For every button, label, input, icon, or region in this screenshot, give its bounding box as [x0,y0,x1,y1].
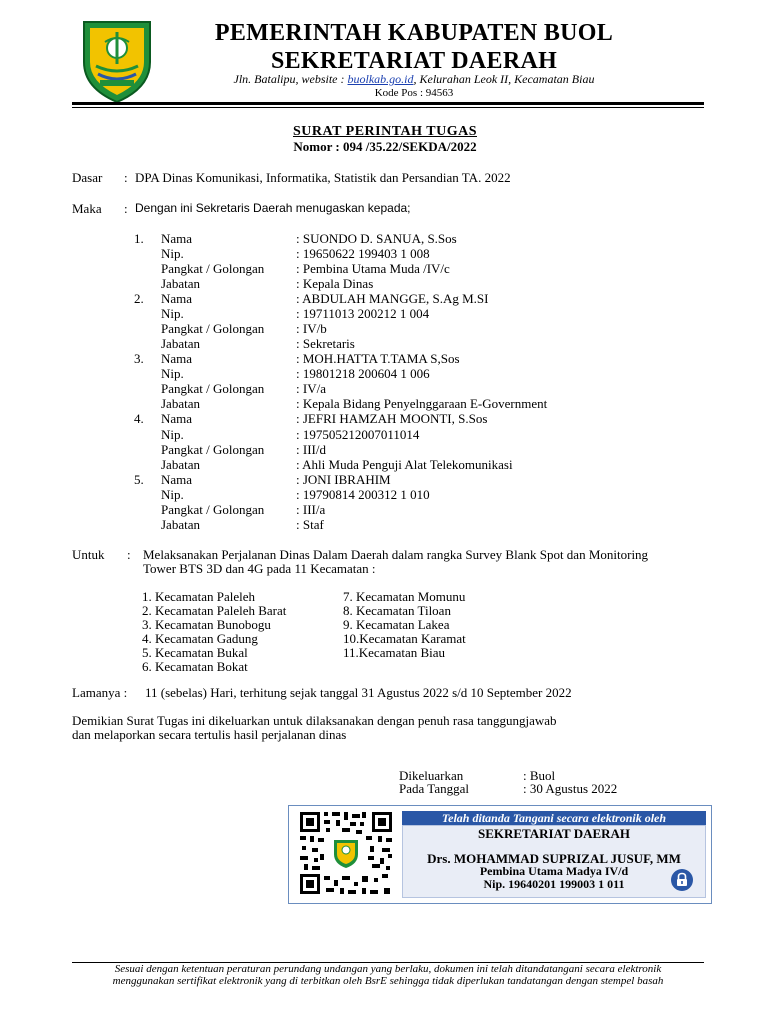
lamanya-text: 11 (sebelas) Hari, terhitung sejak tanggal 31 Agustus 2022 s/d 10 September 2022 [145,685,572,700]
field-label-nip: Nip. [161,306,184,321]
person-pangkat: : IV/a [296,381,326,396]
field-label-pangkat: Pangkat / Golongan [161,381,265,396]
signer-office: SEKRETARIAT DAERAH [477,826,631,841]
person-nip: : 19801218 200604 1 006 [296,366,430,381]
field-label-nip: Nip. [161,246,184,261]
footer-note-line2: menggunakan sertifikat elektronik yang di terbitkan oleh BsrE sehingga tidak diperlukan tandatangan dengan stempel basah [112,975,664,987]
field-label-nip: Nip. [161,487,184,502]
header-divider-thick [72,102,704,105]
e-signature-banner: Telah ditanda Tangani secara elektronik oleh [402,811,706,825]
regency-emblem-logo [78,18,156,104]
header-divider-thin [72,107,704,108]
field-label-jabatan: Jabatan [161,457,200,472]
person-jabatan: : Kepala Dinas [296,276,374,291]
address-prefix: Jln. Batalipu, website : [233,72,348,86]
issued-place-value: : Buol [523,768,556,783]
field-label-nama: Nama [161,231,193,246]
person-nip: : 19650622 199403 1 008 [296,246,430,261]
signer-rank: Pembina Utama Madya IV/d [479,864,629,878]
person-number: 2. [134,291,144,306]
person-name: : MOH.HATTA T.TAMA S,Sos [296,351,460,366]
document-number: Nomor : 094 /35.22/SEKDA/2022 [293,139,477,154]
header-postal-code: Kode Pos : 94563 [374,87,454,99]
kecamatan-item: 3. Kecamatan Bunobogu [142,617,271,632]
issued-place-label: Dikeluarkan [399,768,464,783]
person-pangkat: : III/a [296,502,326,517]
person-nip: : 19790814 200312 1 010 [296,487,430,502]
field-label-nip: Nip. [161,427,184,442]
person-jabatan: : Ahli Muda Penguji Alat Telekomunikasi [296,457,513,472]
untuk-colon: : [127,547,131,562]
person-jabatan: : Sekretaris [296,336,355,351]
person-name: : SUONDO D. SANUA, S.Sos [296,231,457,246]
person-jabatan: : Kepala Bidang Penyelnggaraan E-Government [296,396,548,411]
kecamatan-item: 11.Kecamatan Biau [343,645,446,660]
untuk-text-line1: Melaksanakan Perjalanan Dinas Dalam Daerah dalam rangka Survey Blank Spot dan Monitoring [143,547,649,562]
person-name: : ABDULAH MANGGE, S.Ag M.SI [296,291,489,306]
header-address [160,72,668,87]
closing-line2: dan melaporkan secara tertulis hasil perjalanan dinas [72,727,347,742]
field-label-nama: Nama [161,472,193,487]
field-label-pangkat: Pangkat / Golongan [161,502,265,517]
field-label-jabatan: Jabatan [161,336,200,351]
field-label-pangkat: Pangkat / Golongan [161,442,265,457]
kecamatan-item: 7. Kecamatan Momunu [343,589,466,604]
lamanya-label: Lamanya : [72,685,128,700]
kecamatan-item: 9. Kecamatan Lakea [343,617,450,632]
header-title-sekretariat: SEKRETARIAT DAERAH [270,48,558,74]
person-number: 3. [134,351,144,366]
field-label-jabatan: Jabatan [161,517,200,532]
person-nip: : 19711013 200212 1 004 [296,306,430,321]
dasar-label: Dasar [72,170,103,185]
person-pangkat: : III/d [296,442,326,457]
person-pangkat: : IV/b [296,321,327,336]
field-label-jabatan: Jabatan [161,396,200,411]
maka-label: Maka [72,201,102,216]
document-title: SURAT PERINTAH TUGAS [292,124,477,139]
issued-date-value: : 30 Agustus 2022 [523,781,618,796]
website-link[interactable]: buolkab.go.id [347,72,414,86]
person-number: 1. [134,231,144,246]
kecamatan-item: 2. Kecamatan Paleleh Barat [142,603,287,618]
kecamatan-item: 6. Kecamatan Bokat [142,659,248,674]
dasar-colon: : [124,170,128,185]
kecamatan-item: 5. Kecamatan Bukal [142,645,248,660]
kecamatan-item: 8. Kecamatan Tiloan [343,603,451,618]
qr-code-icon[interactable] [296,808,396,898]
maka-text: Dengan ini Sekretaris Daerah menugaskan kepada; [135,201,411,215]
signer-nip: Nip. 19640201 199003 1 011 [483,877,625,891]
person-jabatan: : Staf [296,517,324,532]
maka-colon: : [124,201,128,216]
kecamatan-item: 4. Kecamatan Gadung [142,631,258,646]
kecamatan-item: 10.Kecamatan Karamat [343,631,466,646]
address-suffix: , Kelurahan Leok II, Kecamatan Biau [413,72,595,86]
field-label-pangkat: Pangkat / Golongan [161,321,265,336]
field-label-nama: Nama [161,351,193,366]
field-label-pangkat: Pangkat / Golongan [161,261,265,276]
person-pangkat: : Pembina Utama Muda /IV/c [296,261,450,276]
person-number: 5. [134,472,144,487]
field-label-nama: Nama [161,291,193,306]
person-number: 4. [134,411,144,426]
field-label-jabatan: Jabatan [161,276,200,291]
person-nip: : 197505212007011014 [296,427,420,442]
closing-line1: Demikian Surat Tugas ini dikeluarkan untuk dilaksanakan dengan penuh rasa tanggungjawab [72,713,557,728]
header-title-pemerintah: PEMERINTAH KABUPATEN BUOL [214,20,614,46]
footer-note-line1: Sesuai dengan ketentuan peraturan perundang undangan yang berlaku, dokumen ini telah ditandatangani secara elektronik [114,963,662,975]
signer-name: Drs. MOHAMMAD SUPRIZAL JUSUF, MM [427,851,681,866]
field-label-nip: Nip. [161,366,184,381]
untuk-label: Untuk [72,547,105,562]
lock-icon [670,868,694,892]
field-label-nama: Nama [161,411,193,426]
dasar-text: DPA Dinas Komunikasi, Informatika, Statistik dan Persandian TA. 2022 [135,170,511,185]
person-name: : JEFRI HAMZAH MOONTI, S.Sos [296,411,488,426]
issued-date-label: Pada Tanggal [399,781,469,796]
person-name: : JONI IBRAHIM [296,472,391,487]
untuk-text-line2: Tower BTS 3D dan 4G pada 11 Kecamatan : [143,561,376,576]
kecamatan-item: 1. Kecamatan Paleleh [142,589,255,604]
